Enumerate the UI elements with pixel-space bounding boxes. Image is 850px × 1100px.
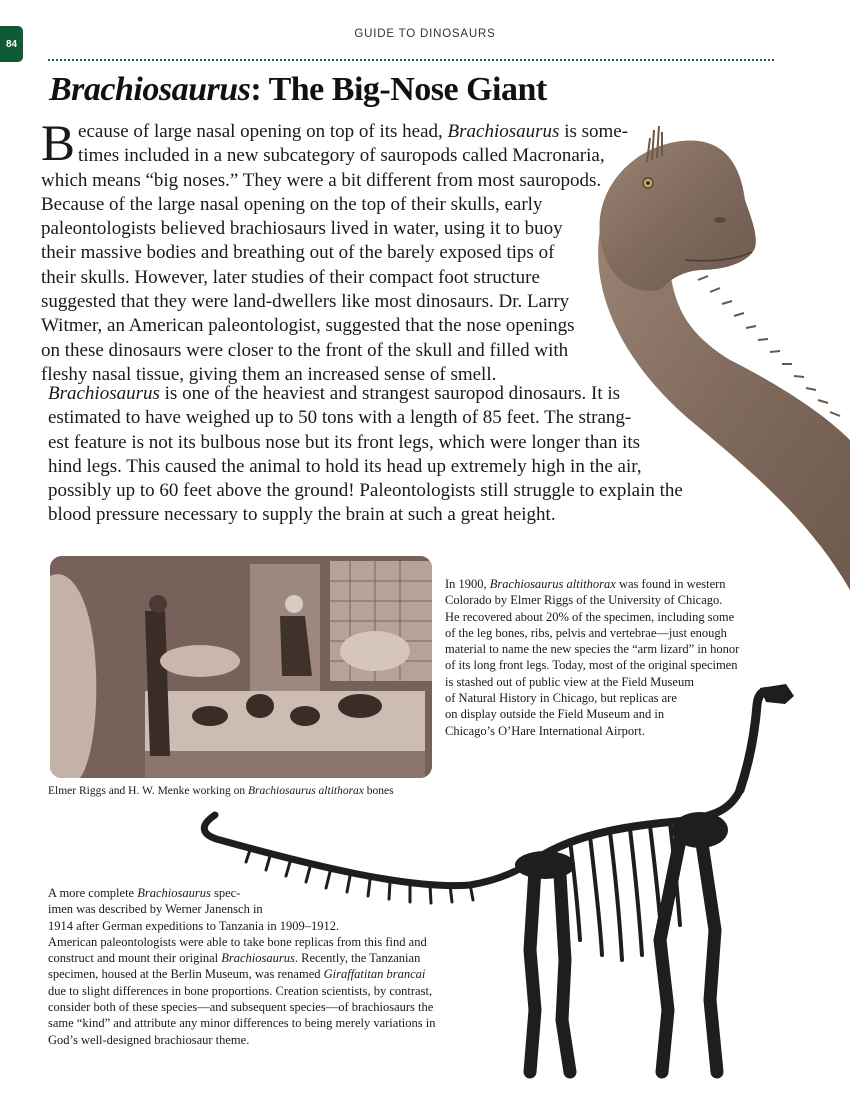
text-line: Chicago’s O’Hare International Airport.	[445, 723, 645, 738]
title-italic: Brachiosaurus	[49, 71, 251, 108]
text-line: estimated to have weighed up to 50 tons with a length of 85 feet. The strang-	[48, 407, 632, 429]
intro-paragraph	[41, 116, 637, 387]
text-line: paleontologists believed brachiosaurs lived in water, using it to buoy	[41, 218, 563, 240]
running-head: GUIDE TO DINOSAURS	[354, 28, 496, 40]
text-line: of Natural History in Chicago, but replicas are	[445, 691, 677, 706]
text-line: of the leg bones, ribs, pelvis and vertebrae—just enough	[445, 625, 727, 640]
second-paragraph	[48, 382, 708, 528]
text-line: on these dinosaurs were closer to the front of the skull and filled with	[41, 339, 569, 361]
text-line: which means “big noses.” They were a bit different from most sauropods.	[41, 169, 602, 191]
photo-caption: Elmer Riggs and H. W. Menke working on Brachiosaurus altithorax bones	[48, 785, 394, 797]
bottom-note-paragraph	[48, 885, 436, 1048]
text-line: specimen, housed at the Berlin Museum, was renamed Giraffatitan brancai	[48, 967, 426, 982]
text-line: their massive bodies and breathing out of the barely exposed tips of	[41, 242, 555, 264]
text-line: on display outside the Field Museum and in	[445, 707, 665, 722]
text-line: Colorado by Elmer Riggs of the University of Chicago.	[445, 593, 723, 608]
text-line: construct and mount their original Brachiosaurus. Recently, the Tanzanian	[48, 951, 421, 966]
text-line: material to name the new species the “arm lizard” in honor	[445, 642, 740, 657]
text-line: possibly up to 60 feet above the ground! Paleontologists still struggle to explain the	[48, 480, 683, 502]
text-line: Because of the large nasal opening on the top of their skulls, early	[41, 193, 543, 215]
text-line: Witmer, an American paleontologist, suggested that the nose openings	[41, 315, 575, 337]
text-line: God’s well-designed brachiosaur theme.	[48, 1032, 250, 1047]
page-number: 84	[5, 38, 18, 50]
text-line: blood pressure necessary to supply the brain at such a great height.	[48, 504, 556, 526]
text-line: He recovered about 20% of the specimen, including some	[445, 609, 735, 624]
text-line: times included in a new subcategory of sauropods called Macronaria,	[78, 145, 605, 167]
text-line: est feature is not its bulbous nose but its front legs, which were longer than its	[48, 431, 641, 453]
text-line: In 1900, Brachiosaurus altithorax was found in western	[445, 577, 726, 591]
title-rest: : The Big-Nose Giant	[250, 71, 547, 108]
text-line: is stashed out of public view at the Field Museum	[445, 674, 694, 689]
text-line: same “kind” and attribute any minor differences to being merely variations in	[48, 1016, 436, 1031]
text-line: hind legs. This caused the animal to hold its head up extremely high in the air,	[48, 455, 642, 477]
text-line: consider both of these species—and subsequent species—of brachiosaurs the	[48, 1000, 434, 1015]
text-line: fleshy nasal tissue, giving them an increased sense of smell.	[41, 363, 497, 385]
text-line: of its long front legs. Today, most of the original specimen	[445, 658, 738, 673]
text-line: due to slight differences in bone proportions. Creation scientists, by contrast,	[48, 983, 433, 998]
text-line: suggested that they were land-dwellers like most dinosaurs. Dr. Larry	[41, 291, 570, 313]
text-line: their skulls. However, later studies of their compact foot structure	[41, 266, 540, 288]
text-line: ecause of large nasal opening on top of its head, Brachiosaurus is some-	[78, 121, 629, 142]
text-line: imen was described by Werner Janensch in	[48, 902, 263, 917]
text-line: A more complete Brachiosaurus spec-	[48, 886, 241, 900]
page-title	[49, 70, 547, 110]
drop-cap: B	[41, 116, 76, 172]
text-line: 1914 after German expeditions to Tanzania in 1909–1912.	[48, 918, 340, 933]
text-line: Brachiosaurus is one of the heaviest and strangest sauropod dinosaurs. It is	[48, 383, 621, 404]
text-line: American paleontologists were able to take bone replicas from this find and	[48, 934, 427, 949]
dotted-rule-divider	[48, 59, 774, 61]
